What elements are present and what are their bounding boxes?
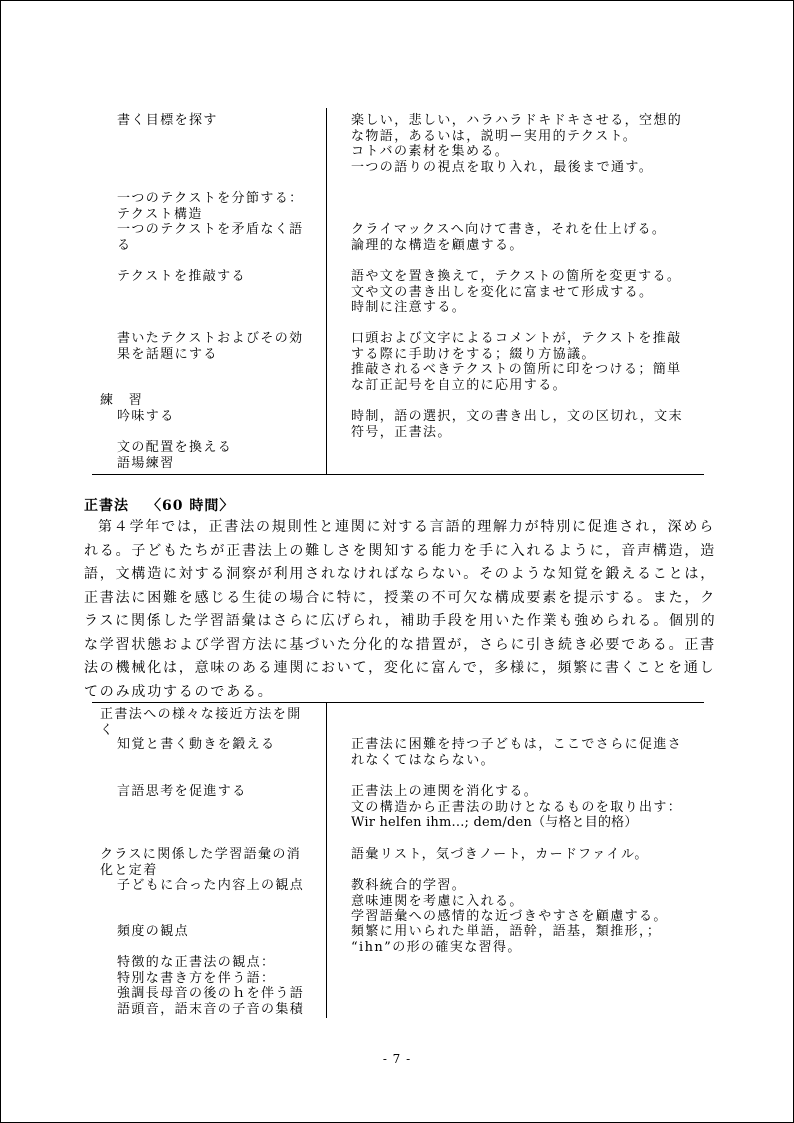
cell-text: Wir helfen ihm...; dem/den（与格と目的格） — [351, 815, 638, 830]
table-row-left — [117, 331, 322, 362]
page-number: - 7 - — [382, 1052, 412, 1066]
table-row-right — [351, 113, 707, 175]
paragraph-line: れる。子どもたちが正書法上の難しさを関知する能力を手に入れるように，音声構造，造 — [84, 542, 716, 559]
cell-text: 一つのテクストを分節する： — [117, 191, 304, 206]
table-row-left — [117, 784, 322, 800]
cell-text: クラスに関係した学習語彙の消 — [100, 847, 302, 862]
cell-text: 知覚と書く動きを鍛える — [117, 737, 276, 752]
section-paragraph — [84, 516, 717, 704]
table-top-rule — [92, 702, 704, 703]
cell-text: 一つのテクストを矛盾なく語 — [117, 222, 304, 237]
cell-text: 果を話題にする — [117, 346, 218, 362]
paragraph-line: 法の機械化は，意味のある連関において，変化に富んで，多様に，頻繁に書くことを通し — [84, 660, 716, 676]
table-row-left — [100, 393, 322, 409]
cell-text: 正書法への様々な接近方法を開 — [100, 707, 302, 722]
paragraph-line: ラスに関係した学習語彙はさらに広げられ，補助手段を用いた作業も強められる。個別的 — [84, 613, 717, 629]
table-row-left — [100, 847, 322, 878]
table-row-left — [117, 955, 322, 1017]
paragraph-line: 正書法に困難を感じる生徒の場合に特に，授業の不可欠な構成要素を提示する。また，ク — [84, 589, 716, 606]
cell-text: 楽しい，悲しい，ハラハラドキドキさせる，空想的 — [351, 113, 683, 128]
table-row-left — [117, 440, 322, 471]
cell-text: 強調長母音の後のｈを伴う語 — [117, 986, 305, 1001]
cell-text: 時制，語の選択，文の書き出し，文の区切れ，文末 — [351, 409, 683, 424]
cell-text: 正書法上の連関を消化する。 — [351, 784, 539, 799]
cell-text: クライマックスへ向けて書き，それを仕上げる。 — [351, 222, 667, 237]
table-row-left — [117, 409, 322, 425]
table-row-right — [351, 331, 707, 393]
cell-text: 論理的な構造を顧慮する。 — [351, 237, 524, 253]
curriculum-table-writing — [92, 108, 704, 474]
cell-text: れなくてはならない。 — [351, 752, 496, 768]
cell-text: 学習語彙への感情的な近づきやすさを顧慮する。 — [351, 909, 668, 924]
paragraph-line: な学習状態および学習方法に基づいた分化的な措置が，さらに引き続き必要である。正書 — [84, 636, 716, 653]
cell-text: 口頭および文字によるコメントが，テクストを推敲 — [351, 331, 682, 346]
cell-text: 語や文を置き換えて，テクストの箇所を変更する。 — [351, 269, 682, 284]
section-hours: 〈60 時間〉 — [147, 498, 235, 514]
curriculum-table-orthography — [92, 702, 704, 1018]
column-divider — [326, 108, 327, 474]
cell-text: 特別な書き方を伴う語： — [117, 970, 276, 986]
column-divider — [326, 702, 327, 1018]
table-row-right — [351, 737, 707, 768]
table-row-right — [351, 847, 707, 863]
table-row-right — [351, 878, 707, 925]
cell-text: 書いたテクストおよびその効 — [117, 331, 304, 346]
cell-text: 言語思考を促進する — [117, 784, 247, 799]
cell-text: 時制に注意する。 — [351, 300, 467, 315]
cell-text: 化と定着 — [100, 862, 158, 878]
cell-text: する際に手助けをする；綴り方協議。 — [351, 346, 596, 362]
table-row-left — [117, 222, 322, 253]
table-row-left — [117, 269, 322, 285]
table-bottom-rule — [92, 474, 704, 475]
table-row-left — [100, 707, 322, 738]
cell-text: 文や文の書き出しを変化に富ませて形成する。 — [351, 284, 654, 300]
cell-text: 推敲されるべきテクストの箇所に印をつける；簡単 — [351, 362, 682, 377]
cell-text: 語場練習 — [117, 455, 175, 471]
cell-text: 子どもに合った内容上の観点 — [117, 878, 305, 893]
cell-text: 吟味する — [117, 409, 175, 424]
cell-text: 語頭音，語末音の子音の集積 — [117, 1001, 305, 1017]
cell-text: 文の配置を換える — [117, 440, 233, 455]
cell-text: 語彙リスト，気づきノート，カードファイル。 — [351, 847, 649, 862]
section-heading — [84, 495, 234, 515]
cell-text: 文の構造から正書法の助けとなるものを取り出す： — [351, 799, 683, 815]
cell-text: コトバの素材を集める。 — [351, 144, 510, 159]
cell-text: 一つの語りの視点を取り入れ，最後まで通す。 — [351, 159, 654, 175]
table-row-right — [351, 784, 707, 831]
cell-text: テクスト構造 — [117, 206, 203, 222]
cell-text: 特徴的な正書法の観点： — [117, 955, 276, 970]
cell-text: る — [117, 237, 132, 253]
cell-text: 頻繁に用いられた単語，語幹，語基，類推形，； — [351, 924, 662, 939]
cell-text: く — [100, 722, 115, 738]
table-row-left — [117, 924, 322, 940]
cell-text: テクストを推敲する — [117, 269, 246, 284]
cell-text: 書く目標を探す — [117, 113, 218, 128]
table-row-right — [351, 924, 707, 955]
table-row-right — [351, 409, 707, 440]
cell-text: 符号，正書法。 — [351, 424, 452, 440]
table-row-left — [117, 191, 322, 222]
cell-text: 教科統合的学習。 — [351, 878, 467, 893]
table-row-left — [117, 737, 322, 753]
cell-text: な物語，あるいは，説明ー実用的テクスト。 — [351, 128, 638, 144]
paragraph-line: てのみ成功するのである。 — [84, 683, 274, 700]
cell-text: “ihn”の形の確実な習得。 — [351, 939, 522, 955]
paragraph-line: 第４学年では，正書法の規則性と連関に対する言語的理解力が特別に促進され，深めら — [98, 519, 716, 535]
table-row-right — [351, 222, 707, 253]
cell-text: 正書法に困難を持つ子どもは，ここでさらに促進さ — [351, 737, 683, 752]
paragraph-line: 語，文構造に対する洞察が利用されなければならない。そのような知覚を鍛えることは， — [84, 566, 716, 582]
cell-text: な訂正記号を自立的に応用する。 — [351, 377, 568, 393]
cell-text: 意味連関を考慮に入れる。 — [351, 893, 524, 909]
cell-text: 頻度の観点 — [117, 924, 190, 939]
table-row-right — [351, 269, 707, 316]
section-title: 正書法 — [84, 498, 129, 514]
section-label: 練 習 — [100, 393, 144, 408]
table-row-left — [117, 113, 322, 129]
table-row-left — [117, 878, 322, 894]
